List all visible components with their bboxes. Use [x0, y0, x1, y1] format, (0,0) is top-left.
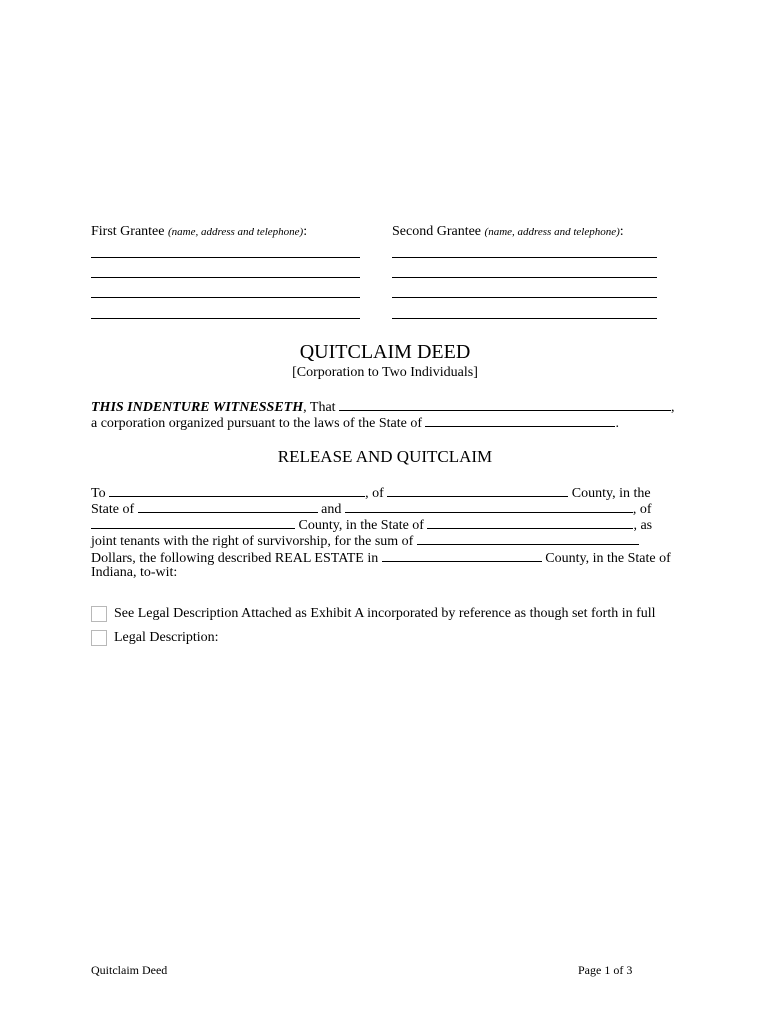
grantee-1-state-blank[interactable] — [138, 500, 318, 513]
grantee-1-name-blank[interactable] — [109, 484, 365, 497]
grantee-2-county-blank[interactable] — [91, 516, 295, 529]
release-line-5: Dollars, the following described REAL ESTATE in County, in the State of — [91, 551, 671, 566]
footer-title: Quitclaim Deed — [91, 963, 168, 977]
indenture-line-1: THIS INDENTURE WITNESSETH, That , — [91, 400, 675, 415]
second-grantee-line-2[interactable] — [392, 277, 657, 278]
legal-description-checkbox[interactable] — [91, 630, 107, 646]
first-grantee-line-2[interactable] — [91, 277, 360, 278]
first-grantee-label: First Grantee (name, address and telephone): — [91, 224, 308, 239]
exhibit-a-label: See Legal Description Attached as Exhibit A incorporated by reference as though set forth in full — [114, 606, 656, 621]
second-grantee-label: Second Grantee (name, address and telephone): — [392, 224, 624, 239]
legal-description-label: Legal Description: — [114, 630, 219, 645]
document-title: QUITCLAIM DEED — [299, 341, 471, 363]
property-county-blank[interactable] — [382, 549, 542, 562]
second-grantee-line-1[interactable] — [392, 257, 657, 258]
release-line-4: joint tenants with the right of survivorship, for the sum of — [91, 532, 639, 550]
release-line-3: County, in the State of , as — [91, 516, 652, 534]
grantor-name-blank[interactable] — [339, 398, 671, 411]
second-grantee-line-3[interactable] — [392, 297, 657, 298]
first-grantee-line-4[interactable] — [91, 318, 360, 319]
exhibit-a-checkbox[interactable] — [91, 606, 107, 622]
section-heading: RELEASE AND QUITCLAIM — [277, 447, 493, 466]
grantee-2-state-blank[interactable] — [427, 516, 633, 529]
first-grantee-line-3[interactable] — [91, 297, 360, 298]
grantee-1-county-blank[interactable] — [387, 484, 568, 497]
release-line-6: Indiana, to-wit: — [91, 565, 178, 580]
consideration-amount-blank[interactable] — [417, 532, 639, 545]
page-number: Page 1 of 3 — [578, 963, 633, 977]
release-line-1: To , of County, in the — [91, 486, 651, 501]
grantee-2-name-blank[interactable] — [345, 500, 633, 513]
first-grantee-line-1[interactable] — [91, 257, 360, 258]
second-grantee-line-4[interactable] — [392, 318, 657, 319]
release-line-2: State of and , of — [91, 502, 652, 517]
document-subtitle: [Corporation to Two Individuals] — [292, 365, 478, 380]
indenture-line-2: a corporation organized pursuant to the laws of the State of . — [91, 416, 619, 431]
incorporation-state-blank[interactable] — [425, 414, 615, 427]
